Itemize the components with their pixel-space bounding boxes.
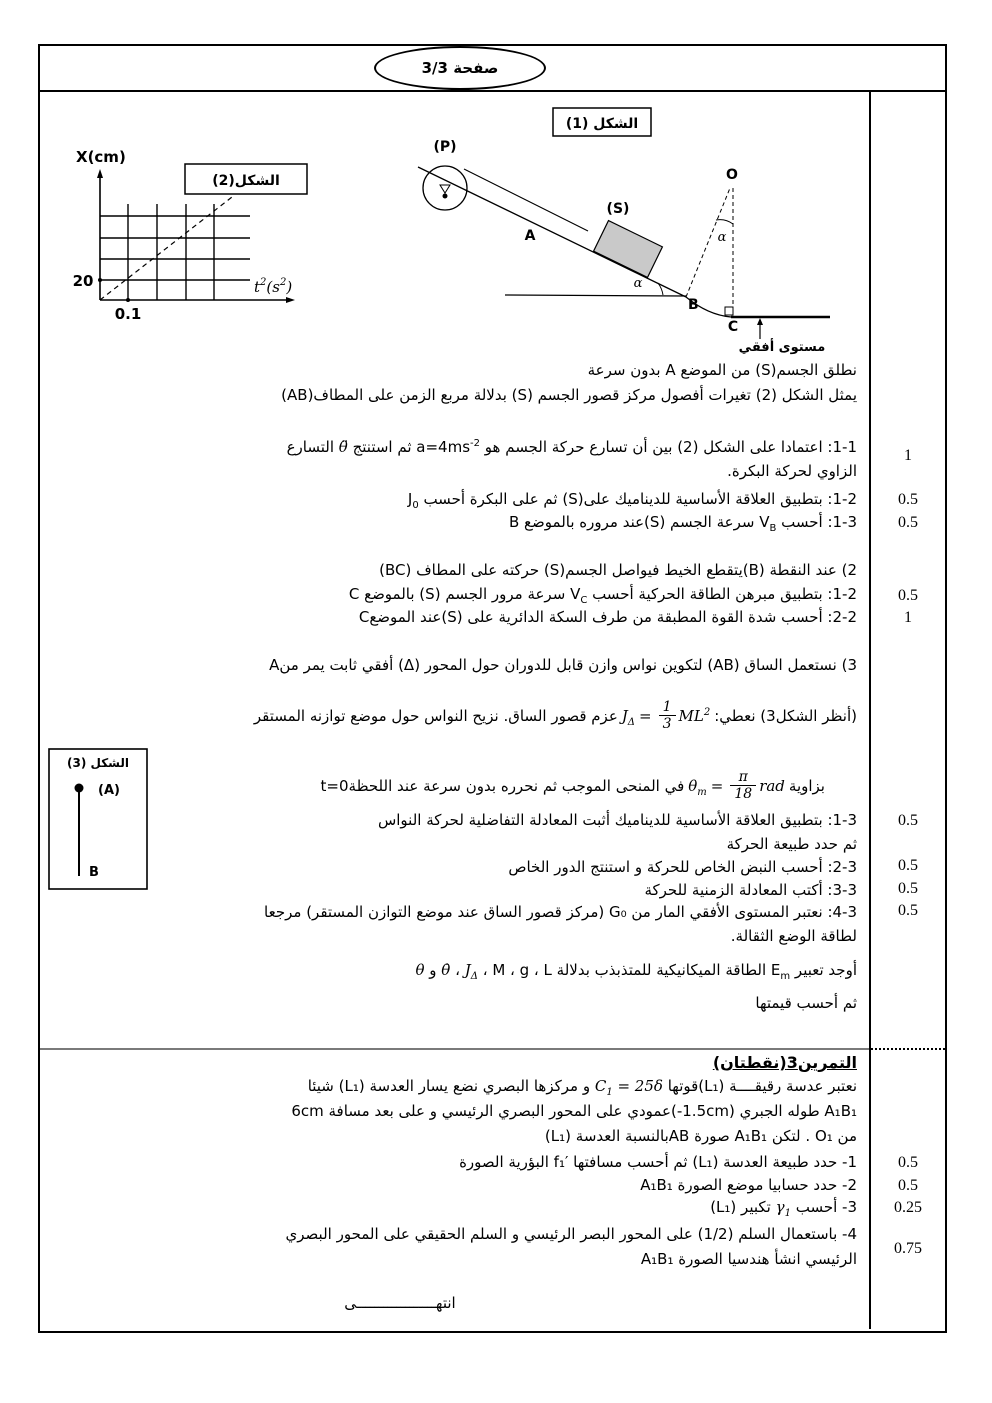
question-1-1: [45, 437, 859, 458]
mark-q1-2: 0.5: [898, 491, 918, 508]
initial-angle-line: [160, 762, 855, 810]
horizontal-reference-line: [505, 295, 686, 296]
exercise3-heading: التمرين3(نقطتان): [712, 1053, 857, 1072]
alpha-incline-label: α: [633, 276, 643, 291]
mark-q3-1: 0.5: [898, 812, 918, 829]
question-3-1-line2: ثم حدد طبيعة الحركة: [726, 835, 857, 853]
vc-symbol: $V_C$: [570, 585, 588, 606]
point-c-label: C: [727, 319, 739, 335]
optics-q1-text-a: 1- حدد طبيعة العدسة (L₁) ثم أحسب مسافتها: [568, 1153, 857, 1171]
mark-q2-2: 1: [904, 609, 912, 626]
ground-label: مستوى أفقي: [738, 340, 826, 355]
lens-paragraph-3: من O₁ . لتكن A₁B₁ صورة ABبالنسبة العدسة (L₁): [544, 1127, 857, 1145]
figure3-b-label: B: [89, 865, 99, 880]
rope-line: [464, 169, 588, 231]
j-delta-symbol-2: $J_\Delta$: [464, 961, 478, 982]
lens-paragraph-1: [45, 1076, 865, 1097]
figure2-title: الشكل(2): [212, 173, 280, 189]
marks-column-divider: [869, 90, 871, 1329]
y-tick-dot: [98, 278, 102, 282]
mark-opt-4: 0.75: [894, 1240, 922, 1257]
figure3-title: الشكل (3): [66, 756, 130, 770]
mark-opt-2: 0.5: [898, 1177, 918, 1194]
point-b-label: B: [688, 297, 699, 313]
mark-opt-1: 0.5: [898, 1154, 918, 1171]
x-tick-dot: [126, 298, 130, 302]
right-angle-marker: [725, 307, 733, 315]
q11-text-c: التسارع: [286, 438, 339, 456]
page-number-label: صفحة 3/3: [421, 59, 499, 77]
lens-p2-text-d: عمودي على المحور البصري الرئيسي و على بعد مسافة: [323, 1102, 671, 1120]
one-third-fraction: $\frac{1}{3}$: [659, 700, 676, 731]
alpha-top-arc: [716, 220, 733, 224]
section-separator-line: [40, 1048, 869, 1050]
figure2-xlabel: $t^2(s^2)$: [254, 277, 293, 296]
optics-question-4-line2: الرئيسي انشأ هندسيا الصورة A₁B₁: [640, 1250, 857, 1268]
mark-opt-3: 0.25: [894, 1199, 922, 1216]
part3-header-line2: [45, 692, 857, 740]
mark-q1-3: 0.5: [898, 514, 918, 531]
c1-power-formula: $C_1 = 25\delta$: [594, 1077, 663, 1098]
optics-q3-text-b: تكبير (L₁): [710, 1198, 776, 1216]
figure1-svg: [400, 93, 830, 355]
question-3-2: 2-3: أحسب النبض الخاص للحركة و استنتج الدور الخاص: [508, 858, 857, 876]
gamma1-symbol: $\gamma_1$: [775, 1198, 791, 1219]
question-1-1-line2: الزاوي لحركة البكرة.: [727, 462, 857, 480]
header-divider-line: [38, 90, 947, 92]
y-tick-label: 20: [72, 272, 94, 290]
mark-q2-1: 0.5: [898, 587, 918, 604]
pi-over-18-fraction: $\frac{\pi}{18}$: [730, 770, 756, 801]
point-o-label: O: [726, 167, 738, 183]
incline-surface-line: [418, 167, 686, 297]
figure2-ylabel: X(cm): [76, 148, 126, 166]
em-text-b: الطاقة الميكانيكية للمتذبذب بدلالة M ، g ، L ،: [477, 961, 771, 979]
em-symbol: $E_m$: [770, 961, 791, 982]
p3c-text-b: في المنحى الموجب ثم نحرره بدون سرعة عند اللحظة: [348, 777, 685, 795]
part3-header-line1: 3) نستعمل الساق (AB) لتكوين نواس وازن قابل للدوران حول المحور (Δ) أفقي ثابت يمر منA: [269, 656, 857, 674]
q21-text-a: 1-2: بتطبيق مبرهن الطاقة الحركية أحسب: [587, 585, 857, 603]
mark-q3-3: 0.5: [898, 880, 918, 897]
vb-symbol: $V_B$: [759, 513, 777, 534]
p3b-text-a: (أنظر الشكل3) نعطي:: [714, 707, 857, 725]
q13-text-b: سرعة الجسم (S)عند مروره بالموضع B: [508, 513, 760, 531]
em-text-d: و: [424, 961, 442, 979]
question-2-1: [45, 584, 865, 605]
question-3-4-line2: لطاقة الوضع الثقالة.: [730, 927, 857, 945]
rad-unit: rad: [759, 777, 785, 795]
q11-acceleration-value: $a=4ms^{-2}$: [416, 438, 481, 456]
compute-value-line: ثم أحسب قيمتها: [755, 994, 857, 1012]
optics-question-3: [45, 1197, 865, 1218]
q12-text: 1-2: بتطبيق العلاقة الأساسية للديناميك على(S) ثم على البكرة أحسب: [418, 490, 857, 508]
equals-sign: =: [710, 777, 724, 795]
theta-m-symbol: $\theta_m$: [688, 777, 707, 798]
p3c-text-a: بزاوية: [788, 777, 825, 795]
lens-p1-text-b: و مركزها البصري نضع يسار العدسة (L₁) شيئا: [307, 1077, 595, 1095]
theta-dot-symbol: θ̇: [441, 961, 451, 979]
mark-q1-1: 1: [904, 447, 912, 464]
end-of-exam-text: انتهــــــــــــــــــى: [344, 1294, 456, 1312]
theta-symbol: θ: [415, 961, 425, 979]
figure1-incline-diagram: [400, 93, 830, 355]
intro-line-1: نطلق الجسم(S) من الموضع A بدون سرعة: [587, 361, 857, 379]
question-3-4: 4-3: نعتبر المستوى الأفقي المار من G₀ (مركز قصور الساق عند موضع التوازن المستقر) مرجعا: [264, 903, 857, 921]
x-axis-arrow: [286, 297, 295, 303]
optics-question-4: 4- باستعمال السلم (1/2) على المحور البصر الرئيسي و السلم الحقيقي على المحور البصري: [285, 1225, 857, 1243]
question-3-3: 3-3: أكتب المعادلة الزمنية للحركة: [644, 881, 857, 899]
pulley-center-dot: [443, 194, 448, 199]
ml-squared: $ML^2$: [678, 707, 711, 725]
optics-q3-text-a: 3- أحسب: [790, 1198, 857, 1216]
figure2-graph: [62, 142, 332, 342]
pulley-label: (P): [433, 139, 457, 155]
question-3-1: 1-3: بتطبيق العلاقة الأساسية للديناميك أثبت المعادلة التفاضلية لحركة النواس: [377, 811, 857, 829]
page-number-oval: [374, 46, 546, 90]
theta-m-formula: [688, 770, 785, 801]
figure2-svg: [62, 142, 332, 342]
object-size: (-1.5cm): [671, 1102, 735, 1120]
mechanical-energy-line: [45, 960, 992, 981]
j0-symbol: $J_0$: [407, 490, 419, 511]
point-a-label: A: [524, 228, 536, 244]
distance-6cm: 6cm: [291, 1102, 324, 1120]
y-axis-arrow: [97, 169, 103, 178]
mark-q3-4: 0.5: [898, 902, 918, 919]
section-separator-dotted: [871, 1048, 945, 1050]
lens-p2-text-b: طوله الجبري: [734, 1102, 825, 1120]
optics-q1-text-b: البؤرية الصورة: [459, 1153, 554, 1171]
object-a1b1: A₁B₁: [824, 1102, 857, 1120]
figure1-title: الشكل (1): [565, 116, 639, 132]
question-2-2: 2-2: أحسب شدة القوة المطبقة من طرف السكة الدائرية على (S)عند الموضعC: [358, 608, 857, 626]
pulley-axle-icon: [440, 185, 450, 193]
j-delta-symbol: $J_\Delta$: [621, 707, 636, 728]
data-line: [100, 197, 232, 300]
moment-of-inertia-formula: [622, 700, 710, 731]
theta-ddot-symbol: θ̈: [338, 438, 348, 456]
lens-paragraph-2: [45, 1101, 875, 1122]
question-1-2: [45, 489, 865, 510]
figure3-a-label: (A): [98, 783, 120, 798]
block-label: (S): [606, 201, 630, 217]
part2-header: 2) عند النقطة (B)يتقطع الخيط فيواصل الجسم(S) حركته على المطاف (BC): [379, 561, 857, 579]
lens-p1-text-a: نعتبر عدسة رقيقــــة (L₁)قوتها: [662, 1077, 857, 1095]
q21-text-b: سرعة مرور الجسم (S) بالموضع C: [348, 585, 571, 603]
alpha-top-label: α: [717, 230, 727, 245]
x-tick-label: 0.1: [114, 305, 142, 323]
q13-text-a: 1-3: أحسب: [776, 513, 857, 531]
optics-question-1: [45, 1152, 865, 1173]
q11-text-b: ثم استنتج: [347, 438, 417, 456]
em-text-a: أوجد تعبير: [790, 961, 857, 979]
grid-lines: [100, 204, 250, 300]
p3b-text-b: عزم قصور الساق. نزيح النواس حول موضع توازنه المستقر: [253, 707, 618, 725]
t-zero: t=0: [320, 777, 349, 795]
em-text-c: ،: [450, 961, 465, 979]
q11-text-a: 1-1: اعتمادا على الشكل (2) بين أن تسارع حركة الجسم هو: [480, 438, 857, 456]
intro-line-2: يمثل الشكل (2) تغيرات أفصول مركز قصور الجسم (S) بدلالة مربع الزمن على المطاف(AB): [281, 386, 857, 404]
optics-question-2: 2- حدد حسابيا موضع الصورة A₁B₁: [640, 1176, 857, 1194]
mark-q3-2: 0.5: [898, 857, 918, 874]
equals-sign: =: [639, 707, 652, 725]
focal-length-symbol: f₁′: [553, 1153, 569, 1171]
up-arrow-head: [757, 318, 763, 325]
question-1-3: [45, 512, 865, 533]
